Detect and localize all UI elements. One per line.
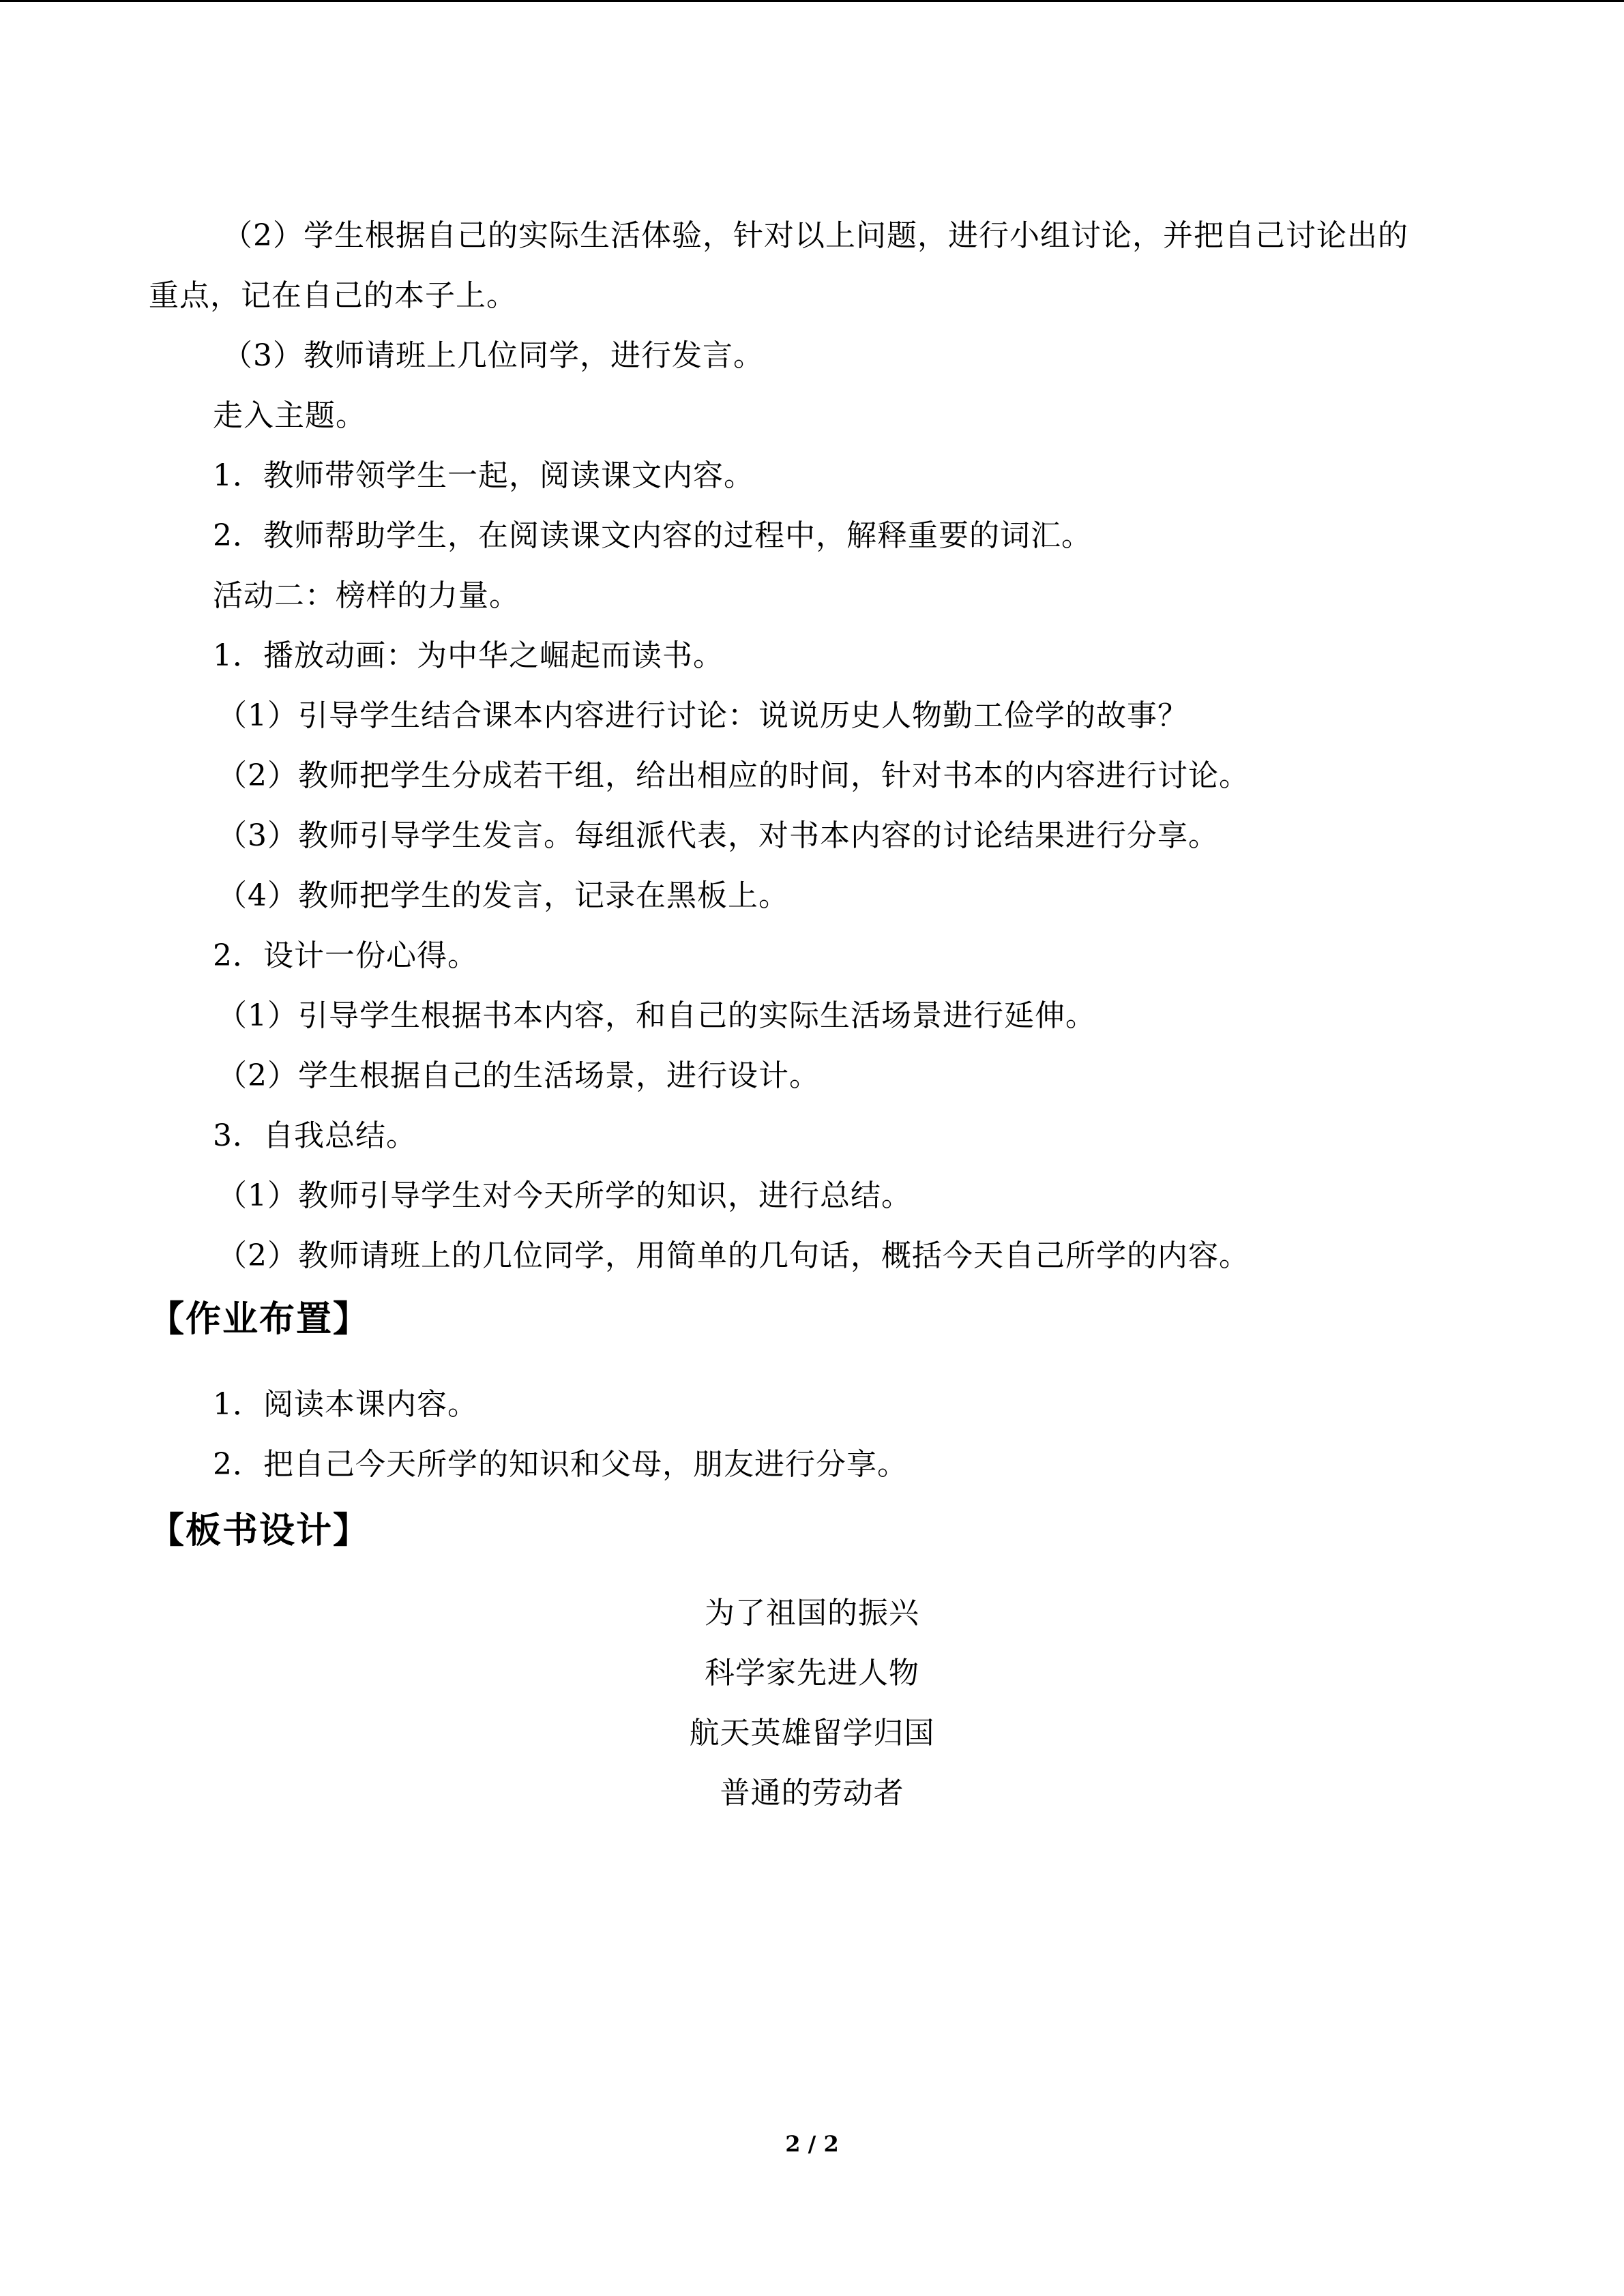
board-line: 科学家先进人物 <box>705 1656 919 1690</box>
board-design-heading: 【板书设计】 <box>149 1510 370 1551</box>
body-line: （3）教师引导学生发言。每组派代表，对书本内容的讨论结果进行分享。 <box>217 818 1219 853</box>
homework-line: 2．把自己今天所学的知识和父母，朋友进行分享。 <box>213 1447 908 1482</box>
body-line: （4）教师把学生的发言，记录在黑板上。 <box>217 878 789 913</box>
body-line: （2）学生根据自己的实际生活体验，针对以上问题，进行小组讨论，并把自己讨论出的 <box>222 218 1408 253</box>
body-line: 2．教师帮助学生，在阅读课文内容的过程中，解释重要的词汇。 <box>213 518 1092 553</box>
body-line: 走入主题。 <box>213 398 366 433</box>
board-line: 普通的劳动者 <box>720 1776 904 1810</box>
homework-line: 1．阅读本课内容。 <box>213 1387 478 1422</box>
body-line: 重点，记在自己的本子上。 <box>149 278 517 313</box>
body-line: 1．教师带领学生一起，阅读课文内容。 <box>213 458 754 493</box>
page-number: 2 / 2 <box>785 2131 839 2157</box>
body-line: （3）教师请班上几位同学，进行发言。 <box>222 338 764 373</box>
homework-heading: 【作业布置】 <box>149 1299 370 1340</box>
body-line: （2）学生根据自己的生活场景，进行设计。 <box>217 1058 820 1093</box>
body-line: （2）教师把学生分成若干组，给出相应的时间，针对书本的内容进行讨论。 <box>217 758 1250 793</box>
top-border-rule <box>0 0 1624 2</box>
body-line: 3．自我总结。 <box>213 1118 417 1153</box>
body-line: （1）教师引导学生对今天所学的知识，进行总结。 <box>217 1178 912 1213</box>
board-line: 为了祖国的振兴 <box>705 1596 919 1630</box>
board-line: 航天英雄留学归国 <box>689 1716 935 1750</box>
body-line: 1．播放动画：为中华之崛起而读书。 <box>213 638 724 673</box>
body-line: （1）引导学生结合课本内容进行讨论：说说历史人物勤工俭学的故事？ <box>217 698 1188 733</box>
body-line: 2．设计一份心得。 <box>213 938 478 973</box>
body-line: 活动二：榜样的力量。 <box>213 578 520 613</box>
body-line: （1）引导学生根据书本内容，和自己的实际生活场景进行延伸。 <box>217 998 1096 1033</box>
body-line: （2）教师请班上的几位同学，用简单的几句话，概括今天自己所学的内容。 <box>217 1238 1250 1273</box>
